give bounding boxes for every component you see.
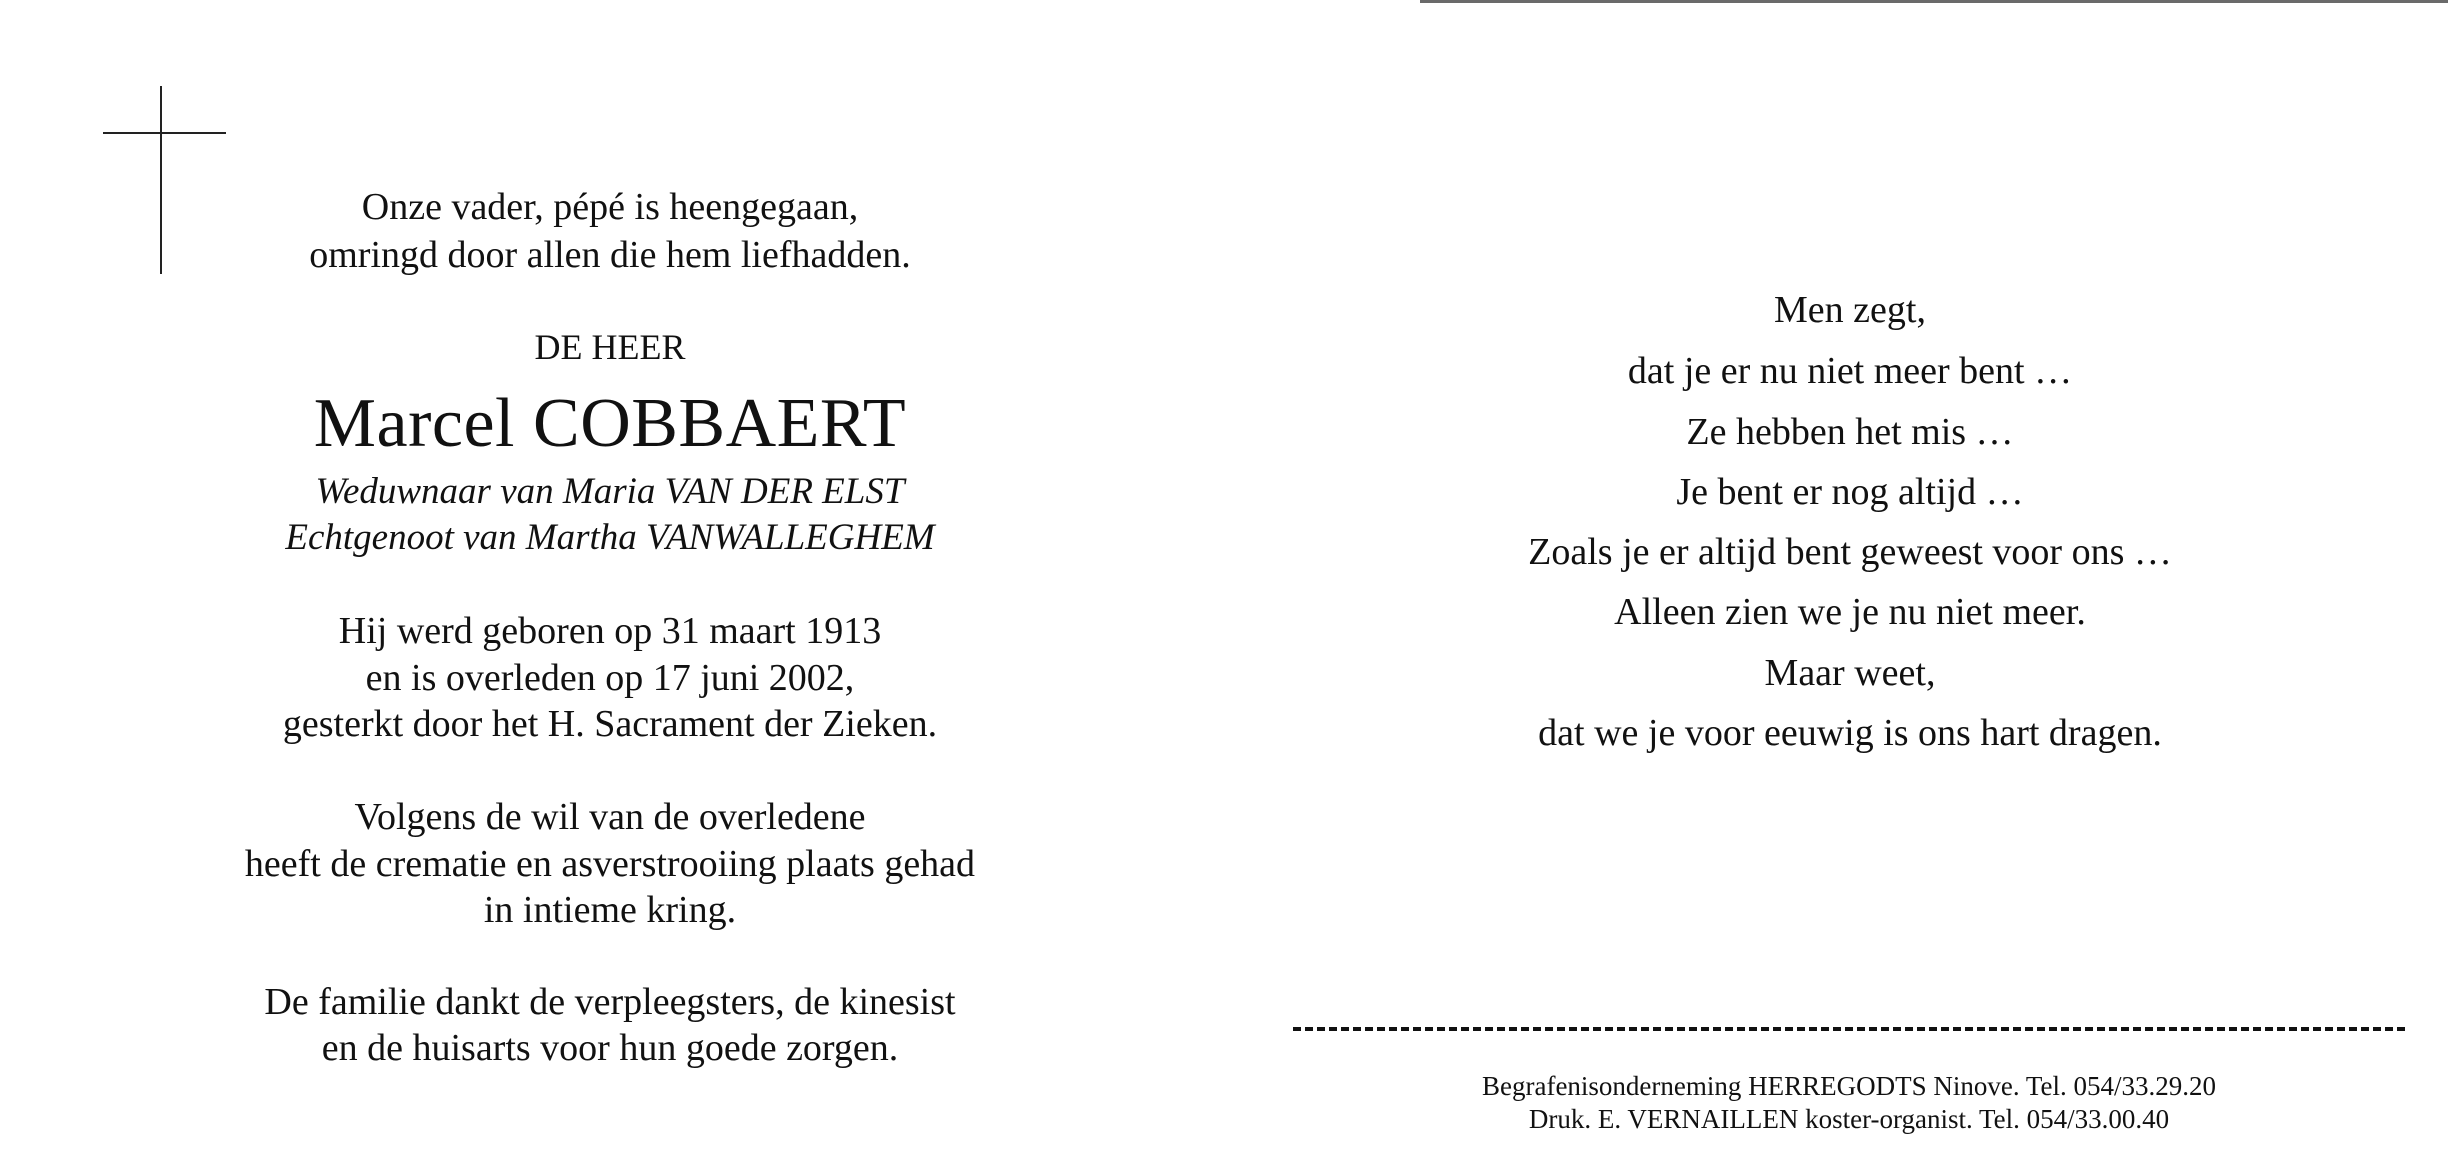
poem-panel (1390, 0, 2310, 1168)
thanks-line-2: en de huisarts voor hun goede zorgen. (321, 1027, 899, 1069)
relation-widower: Weduwnaar van Maria VAN DER ELST (315, 471, 905, 512)
printer-line: Druk. E. VERNAILLEN koster-organist. Tel. 054/33.00.40 (1528, 1104, 2170, 1134)
poem-line-4: Je bent er nog altijd … (1676, 471, 2024, 513)
wish-line-3: in intieme kring. (483, 889, 737, 931)
wish-line-2: heeft de crematie en asverstrooiing plaats gehad (244, 843, 976, 885)
obituary-panel (140, 0, 1080, 1168)
poem-line-2: dat je er nu niet meer bent … (1627, 350, 2073, 392)
poem-line-6: Alleen zien we je nu niet meer. (1614, 591, 2086, 633)
poem-line-8: dat we je voor eeuwig is ons hart dragen. (1538, 712, 2162, 754)
intro-line-2: omringd door allen die hem liefhadden. (309, 234, 911, 276)
thanks-line-1: De familie dankt de verpleegsters, de kinesist (264, 981, 956, 1023)
wish-line-1: Volgens de wil van de overledene (354, 796, 866, 838)
poem-line-7: Maar weet, (1764, 652, 1936, 694)
sacrament-line: gesterkt door het H. Sacrament der Zieken. (282, 703, 938, 745)
poem-line-5: Zoals je er altijd bent geweest voor ons … (1528, 531, 2172, 573)
death-line: en is overleden op 17 juni 2002, (365, 657, 855, 699)
poem-line-3: Ze hebben het mis … (1686, 411, 2014, 453)
birth-line: Hij werd geboren op 31 maart 1913 (338, 610, 882, 652)
intro-line-1: Onze vader, pépé is heengegaan, (361, 186, 859, 228)
dashed-separator (1293, 1027, 2405, 1031)
relation-spouse: Echtgenoot van Martha VANWALLEGHEM (285, 517, 935, 558)
deceased-name: Marcel COBBAERT (313, 385, 907, 462)
salutation: DE HEER (534, 327, 686, 367)
funeral-home-line: Begrafenisonderneming HERREGODTS Ninove. Tel. 054/33.29.20 (1481, 1071, 2216, 1101)
poem-line-1: Men zegt, (1774, 289, 1926, 331)
